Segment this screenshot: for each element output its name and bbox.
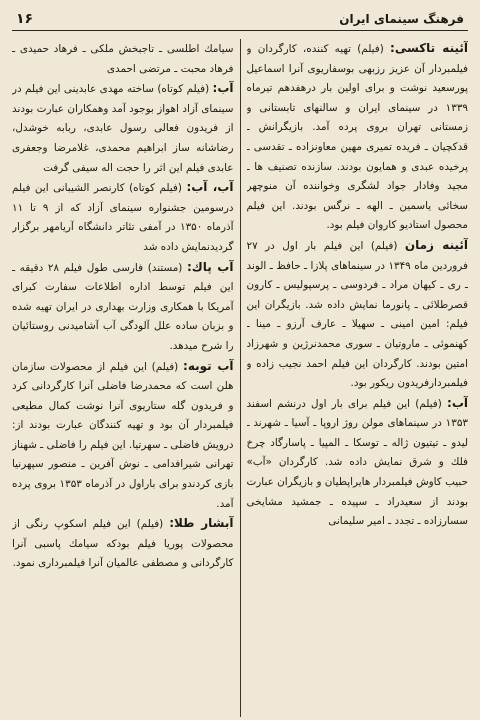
entry-headword: آئینه تاکسی:: [390, 41, 468, 55]
book-title: فرهنگ سینمای ایران: [339, 12, 464, 26]
entry-body: (فیلم کوتاه) ساخته مهدی عابدینی این فیلم در سینمای آزاد اهواز بوجود آمد وهمکاران عبارت بودند از فریدون فعالی رسول عابدی، ربابه خوشدل، رضاشانه ساز ابراهیم محمدی، غلامرضا وجعفری عابدی فیلم این اثر را حجت اله سیفی گرفت: [12, 83, 234, 174]
entry-abshar-tala: [12, 514, 234, 574]
running-header: [12, 8, 468, 31]
entry-body: (مستند) فارسی طول فیلم ۲۸ دقیقه ـ این فیلم توسط اداره اطلاعات سفارت کبرای آمریکا با همکاری وزارت بهداری در ایران تهیه شده و بزبان ساده علل آلودگی آب آشامیدنی روستائیان را شرح میدهد.: [12, 261, 234, 352]
entry-headword: آئینه زمان: [404, 237, 468, 252]
entry-body: (فیلم) این فیلم برای بار اول درنشم اسفند ۱۳۵۳ در سینماهای مولن روژ اروپا ـ آسیا ـ شهرند ـ لیدو ـ تیتیون ژاله ـ توسکا ـ المپیا ـ پاسارگاد چرخ فلك و شرق نمایش داده شد. کارگردان «آب» حبیب کاوش فیلمبردار هایراپطیان و بازیگران عبارت بودند از سعیدراد ـ سپیده ـ جمشید مشایخی سسارزاده ـ تجدد ـ امیر سلیمانی: [246, 397, 468, 528]
column-divider: [240, 39, 241, 717]
entry-body: (فیلم کوتاه) کارنصر الشیبانی این فیلم درسومین جشنواره سینمای آزاد که از ۹ تا ۱۱ آذرماه ۱۳۵۰ در آمفی تئاتر دانشگاه آریامهر برگزار گردیدنمایش داده شد: [12, 182, 234, 253]
entry-body: (فیلم) این فیلم اسکوپ رنگی از محصولات پوریا فیلم بودکه سیامك پاسبی آنرا کارگردانی و مصطفی عالمیان آنرا فیلمبرداری نمود.: [12, 518, 234, 570]
entry-headword: آبشار طلا:: [169, 516, 234, 531]
entry-ab: [247, 394, 469, 532]
page-number: ۱۶: [16, 11, 34, 27]
entry-ab-short: [12, 79, 234, 178]
entry-headword: آب:: [212, 81, 234, 96]
entry-body: سیامك اطلسی ـ تاجبخش ملکی ـ فرهاد حمیدی ـ فرهاد محبت ـ مرتضی احمدی: [12, 43, 234, 75]
entry-ayeneh-zaman: [247, 236, 469, 394]
left-column: [12, 39, 234, 717]
entry-continuation: [12, 39, 234, 79]
entry-ayeneh-taxi: [247, 39, 469, 236]
entry-headword: آب، آب:: [186, 180, 234, 195]
entry-body: (فیلم) این فیلم بار اول در ۲۷ فروردین ماه ۱۳۴۹ در سینماهای پلازا ـ حافظ ـ الوند ـ ری ـ کیهان مراد ـ فردوسی ـ پرسپولیس ـ کارون قصرطلائی ـ پانورما نمایش داده شد. بازیگران این فیلم: امین امینی ـ سهیلا ـ عارف آرزو ـ مینا ـ کهنموئی ـ ماروتیان ـ سوری محمدنرژین و شهرزاد امتین بودند. کارگردان این فیلم احمد نجیب زاده و فیلمبردارفریدون ریکور بود.: [246, 239, 468, 390]
text-columns: [12, 39, 468, 717]
entry-body: (فیلم) این فیلم از محصولات سازمان هلن است که محمدرضا فاضلی آنرا کارگردانی کرد و فریدون گله ستاریوی آنرا نوشت کمال مطیعی فیلمبردار آن بود و تهیه کنندگان عبارت بودند از: درویش فاضلی ـ سهرتیا. این فیلم را فاضلی ـ شهناز تهرانی شیرافدامی ـ نوش آفرین ـ منصور سپهرنیا بازی کردندو برای باراول در آذرماه ۱۳۵۳ بروی پرده آمد.: [12, 360, 234, 510]
entry-ab-ab: [12, 178, 234, 257]
entry-headword: آب پاك:: [187, 259, 234, 274]
entry-headword: آب:: [447, 395, 468, 410]
entry-headword: آب توبه:: [183, 358, 234, 373]
entry-body: (فیلم) تهیه کننده، کارگردان و فیلمبردار آن عزیز رزبهی بوسفاریوی آنرا اسماعیل پورسعید نوشت و برای اولین بار درهفدهم تیرماه ۱۳۳۹ در سینمای ایران و سالنهای تابستانی و زمستانی تهران بروی پرده آمد. بازیگرانش ـ قدکچیان ـ فریده تمیری مهین معاونزاده ـ تقدسی ـ پرخیده عبدی و همایون بودند. سازنده تصنیف ها ـ مجید وفادار جواد لشگری وخواننده آن منوچهر سخائی یاسمین ـ الهه ـ نرگس بودند. این فیلم محصول استادیو کاروان فیلم بود.: [246, 43, 468, 232]
entry-ab-toubeh: [12, 357, 234, 515]
right-column: [247, 39, 469, 717]
entry-ab-pak: [12, 258, 234, 357]
